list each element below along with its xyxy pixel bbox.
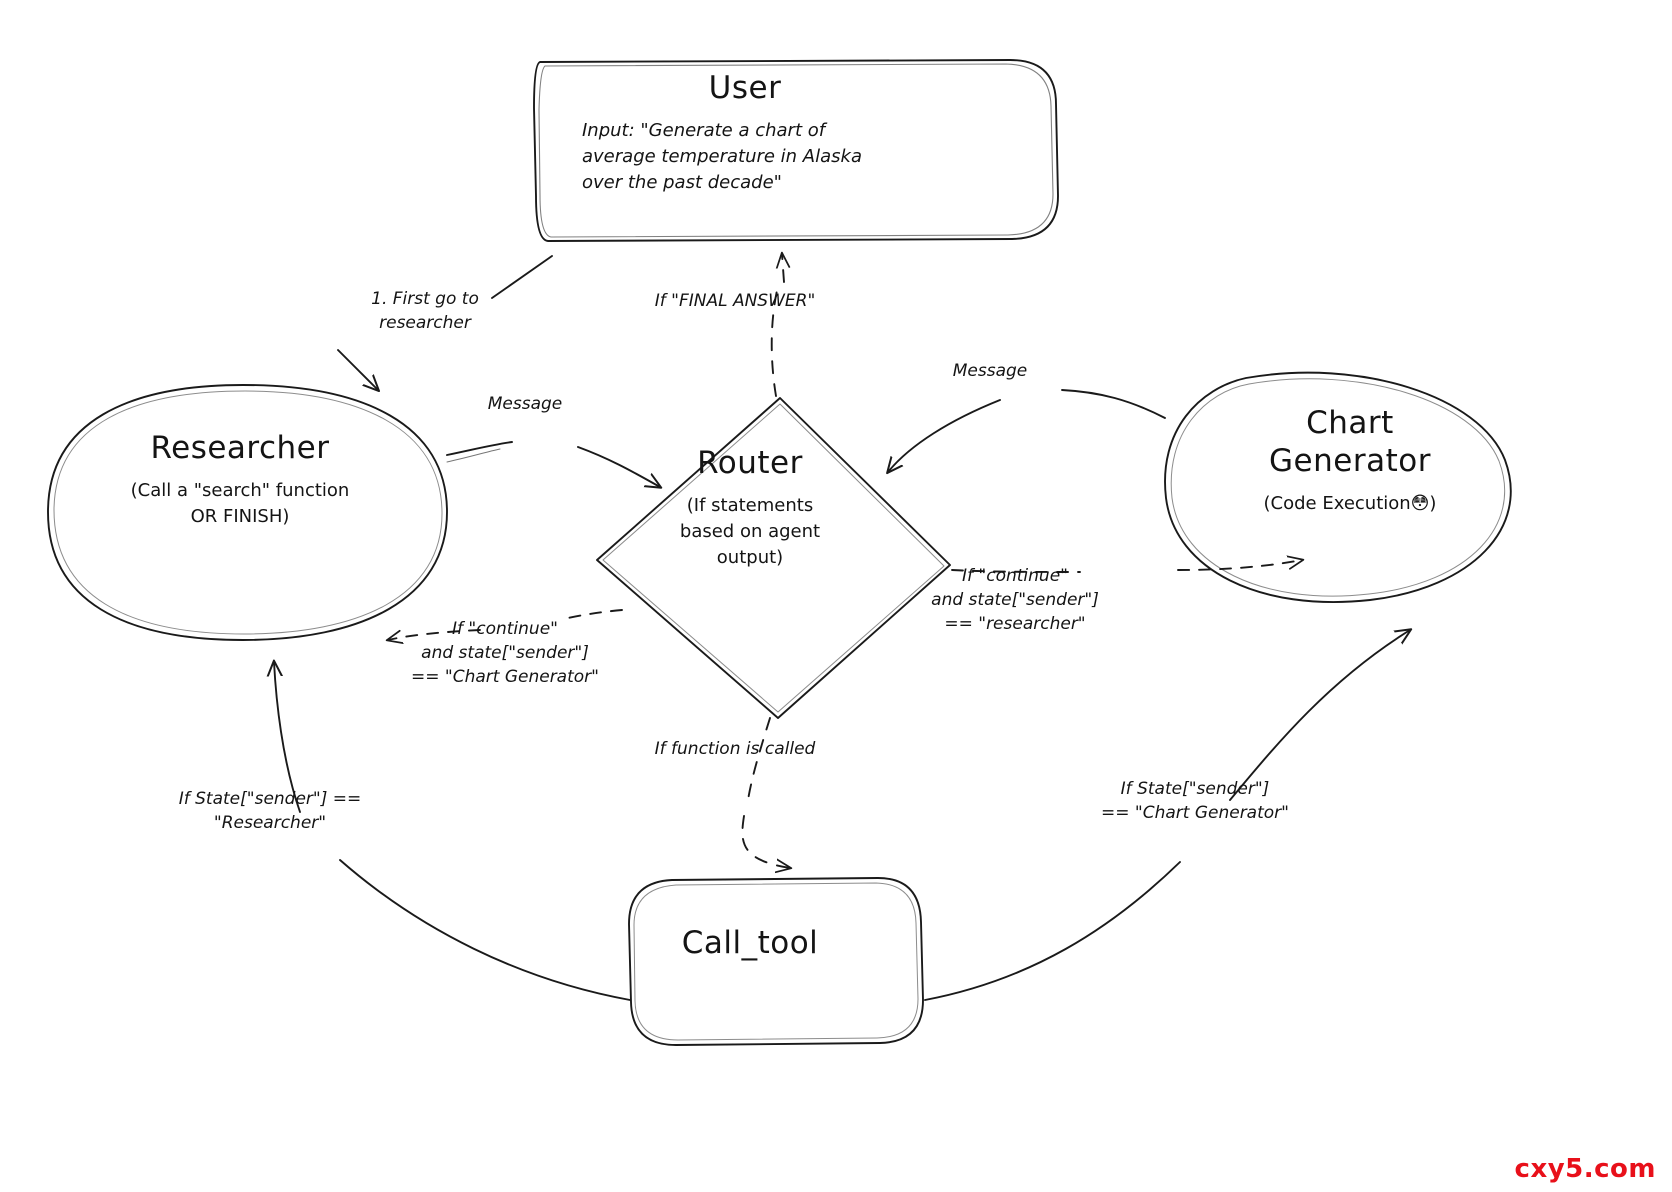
edge-label-state-chart-line-2: == "Chart Generator" [1101,802,1289,823]
edge-researcher-to-router [447,442,660,487]
node-chart-generator-title-line-2: Generator [1269,442,1431,479]
node-call-tool-title: Call_tool [681,925,819,961]
node-router-title: Router [697,445,803,481]
edge-router-to-user [772,254,784,396]
edge-label-first-go-line-2: researcher [379,312,471,333]
node-researcher[interactable] [48,385,447,640]
edge-user-to-researcher [338,256,552,390]
node-researcher-title: Researcher [150,430,330,466]
edge-label-state-researcher-line-1: If State["sender"] == [178,789,362,809]
node-chart-generator-subtitle: (Code Execution😳) [1263,492,1437,514]
edge-label-message-chart: Message [952,361,1028,381]
node-researcher-subtitle-line-2: OR FINISH) [190,505,290,527]
edge-calltool-to-chart [925,630,1410,1000]
edge-label-continue-researcher-line-2: and state["sender"] [931,589,1099,610]
node-user-subtitle-line-2: average temperature in Alaska [582,145,862,167]
node-chart-generator-title-line-1: Chart [1306,405,1394,441]
edge-label-message-researcher: Message [487,394,563,414]
edge-label-continue-chart-line-2: and state["sender"] [421,642,589,663]
edge-label-state-researcher-line-2: "Researcher" [213,812,327,833]
edge-chart-to-router [888,390,1165,472]
node-router[interactable] [597,398,950,718]
edge-router-to-calltool [742,718,790,868]
edge-router-to-chart [952,560,1302,572]
node-researcher-subtitle-line-1: (Call a "search" function [130,479,350,501]
edge-label-final-answer: If "FINAL ANSWER" [654,291,816,311]
node-router-subtitle-line-1: (If statements [686,494,814,516]
edge-label-continue-researcher-line-1: If "continue" [962,566,1068,586]
node-call-tool[interactable] [629,878,923,1045]
edge-label-continue-chart-line-1: If "continue" [452,619,558,639]
edge-label-function-called: If function is called [654,739,816,759]
edge-router-to-researcher [388,610,622,640]
edge-label-continue-researcher-line-3: == "researcher" [944,613,1086,634]
node-user[interactable] [534,60,1058,241]
edge-label-first-go-line-1: 1. First go to [371,289,479,309]
edge-label-continue-chart-line-3: == "Chart Generator" [411,666,599,687]
node-user-subtitle-line-3: over the past decade" [582,172,782,193]
node-router-subtitle-line-2: based on agent [679,520,821,542]
node-chart-generator[interactable] [1165,373,1511,602]
watermark: cxy5.com [1514,1154,1656,1184]
node-user-subtitle-line-1: Input: "Generate a chart of [582,119,826,141]
edge-calltool-to-researcher [274,662,630,1000]
edge-label-state-chart-line-1: If State["sender"] [1120,779,1270,799]
node-router-subtitle-line-3: output) [716,547,784,568]
node-user-title: User [708,70,782,106]
